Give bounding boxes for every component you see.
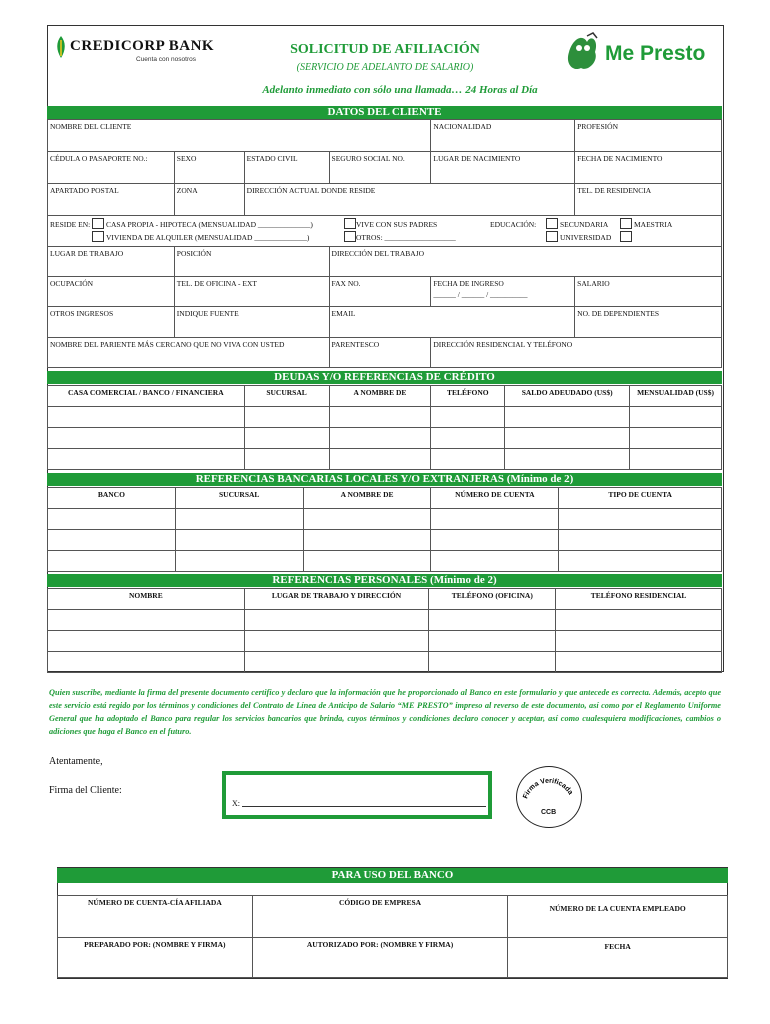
field-workplace[interactable]: LUGAR DE TRABAJO	[48, 247, 175, 277]
bank-tagline: Cuenta con nosotros	[136, 56, 196, 63]
checkbox-university[interactable]	[546, 231, 558, 242]
field-id[interactable]: CÉDULA O PASAPORTE NO.:	[48, 152, 175, 184]
field-zone[interactable]: ZONA	[174, 184, 244, 216]
stamp-text: Firma Verificada	[522, 777, 574, 800]
section-bank-refs-header: REFERENCIAS BANCARIAS LOCALES Y/O EXTRANJERAS (Mínimo de 2)	[47, 473, 722, 486]
stamp-arc-icon	[517, 767, 581, 827]
debts-col-monthly: MENSUALIDAD (US$)	[630, 386, 722, 407]
edu-opt-university: UNIVERSIDAD	[560, 233, 612, 242]
form-title: SOLICITUD DE AFILIACIÓN	[290, 42, 480, 57]
field-current-address[interactable]: DIRECCIÓN ACTUAL DONDE RESIDE	[244, 184, 575, 216]
checkbox-rental[interactable]	[92, 231, 104, 242]
signature-label: Firma del Cliente:	[49, 785, 122, 796]
me-presto-mascot-icon	[565, 32, 601, 74]
field-authorized-by[interactable]: AUTORIZADO POR: (NOMBRE Y FIRMA)	[252, 938, 508, 978]
signature-x: X:	[232, 799, 240, 808]
education-label: EDUCACIÓN:	[490, 220, 537, 229]
brand-name: Me Presto	[605, 42, 706, 65]
verification-stamp	[516, 766, 582, 828]
field-position[interactable]: POSICIÓN	[174, 247, 329, 277]
field-email[interactable]: EMAIL	[329, 307, 575, 338]
table-row[interactable]	[48, 610, 722, 631]
field-affiliate-account[interactable]: NÚMERO DE CUENTA-CÍA AFILIADA	[58, 896, 253, 938]
reside-opt-other: OTROS: ___________________	[356, 233, 456, 242]
me-presto-logo	[565, 32, 715, 76]
field-fax[interactable]: FAX NO.	[329, 277, 431, 307]
table-row[interactable]	[48, 449, 722, 470]
table-row[interactable]	[48, 428, 722, 449]
declaration-text: Quien suscribe, mediante la firma del presente documento certifico y declaro que la información que he proporcionado al Banco en este formulario y que antecede es correcta. Además, acepto que este servicio está regido por los términos y condiciones del Contrato de Línea de Anticipo de Salario “ME PRESTO” impreso al reverso de este documento, así como por el Reglamento Uniforme General que ha adoptado el Banco para regular los servicios bancarios que brinda, cuyos términos y condiciones declaro conocer y aceptar, así como cualesquiera modificaciones, cambios o adiciones que haga el Banco en el futuro.	[49, 688, 721, 736]
bank-refs-col-account: NÚMERO DE CUENTA	[431, 488, 559, 509]
debts-table	[47, 385, 722, 470]
edu-opt-secondary: SECUNDARIA	[560, 220, 609, 229]
personal-refs-table	[47, 588, 722, 673]
field-civil-status[interactable]: ESTADO CIVIL	[244, 152, 329, 184]
debts-col-balance: SALDO ADEUDADO (US$)	[505, 386, 630, 407]
field-prepared-by[interactable]: PREPARADO POR: (NOMBRE Y FIRMA)	[58, 938, 253, 978]
debts-col-phone: TELÉFONO	[431, 386, 505, 407]
closing-text: Atentamente,	[49, 756, 103, 767]
table-row[interactable]	[48, 407, 722, 428]
form-subtitle: (SERVICIO DE ADELANTO DE SALARIO)	[296, 62, 474, 73]
reside-opt-parents: VIVE CON SUS PADRES	[356, 220, 438, 229]
personal-refs-col-home-phone: TELÉFONO RESIDENCIAL	[556, 589, 722, 610]
table-row[interactable]	[48, 551, 722, 572]
checkbox-other[interactable]	[344, 231, 356, 242]
field-work-address[interactable]: DIRECCIÓN DEL TRABAJO	[329, 247, 721, 277]
field-social-security[interactable]: SEGURO SOCIAL NO.	[329, 152, 431, 184]
field-relative-name[interactable]: NOMBRE DEL PARIENTE MÁS CERCANO QUE NO VIVA CON USTED	[48, 338, 330, 368]
personal-refs-col-office-phone: TELÉFONO (OFICINA)	[429, 589, 556, 610]
field-nationality[interactable]: NACIONALIDAD	[431, 120, 575, 152]
signature-line	[242, 806, 486, 807]
field-relationship[interactable]: PARENTESCO	[329, 338, 431, 368]
bank-name: CREDICORP BANK	[70, 38, 215, 54]
checkbox-masters[interactable]	[620, 218, 632, 229]
personal-refs-col-name: NOMBRE	[48, 589, 245, 610]
svg-text:Firma Verificada	[522, 778, 574, 800]
field-income-source[interactable]: INDIQUE FUENTE	[174, 307, 329, 338]
bank-refs-col-type: TIPO DE CUENTA	[559, 488, 722, 509]
field-employee-account[interactable]: NÚMERO DE LA CUENTA EMPLEADO	[508, 896, 728, 938]
section-bank-use-header: PARA USO DEL BANCO	[57, 868, 728, 883]
table-row[interactable]	[48, 509, 722, 530]
bank-use-table	[57, 895, 728, 978]
signature-box[interactable]	[222, 771, 492, 819]
bank-refs-table	[47, 487, 722, 572]
residence-row	[48, 216, 722, 247]
section-personal-refs-header: REFERENCIAS PERSONALES (Mínimo de 2)	[47, 574, 722, 587]
field-salary[interactable]: SALARIO	[575, 277, 722, 307]
stamp-bottom-text: CCB	[541, 809, 557, 816]
section-client-header: DATOS DEL CLIENTE	[47, 106, 722, 119]
field-profession[interactable]: PROFESIÓN	[575, 120, 722, 152]
field-dependents[interactable]: NO. DE DEPENDIENTES	[575, 307, 722, 338]
table-row[interactable]	[48, 631, 722, 652]
edu-opt-masters: MAESTRIA	[634, 220, 673, 229]
bank-refs-col-name: A NOMBRE DE	[303, 488, 431, 509]
hire-date-label: FECHA DE INGRESO	[433, 279, 504, 288]
reside-opt-own: CASA PROPIA - HIPOTECA (MENSUALIDAD ______________)	[106, 220, 313, 229]
debts-col-name: A NOMBRE DE	[329, 386, 431, 407]
debts-col-company: CASA COMERCIAL / BANCO / FINANCIERA	[48, 386, 245, 407]
client-table	[47, 119, 722, 368]
field-birthplace[interactable]: LUGAR DE NACIMIENTO	[431, 152, 575, 184]
field-occupation[interactable]: OCUPACIÓN	[48, 277, 175, 307]
form-tagline: Adelanto inmediato con sólo una llamada… 24 Horas al Día	[262, 84, 538, 96]
bank-refs-col-bank: BANCO	[48, 488, 176, 509]
field-sex[interactable]: SEXO	[174, 152, 244, 184]
field-office-phone[interactable]: TEL. DE OFICINA - EXT	[174, 277, 329, 307]
field-company-code[interactable]: CÓDIGO DE EMPRESA	[252, 896, 508, 938]
field-hire-date[interactable]	[431, 277, 575, 307]
debts-col-branch: SUCURSAL	[244, 386, 329, 407]
bank-refs-col-branch: SUCURSAL	[175, 488, 303, 509]
table-row[interactable]	[48, 530, 722, 551]
reside-opt-rental: VIVIENDA DE ALQUILER (MENSUALIDAD ______________)	[106, 233, 310, 242]
field-birthdate[interactable]: FECHA DE NACIMIENTO	[575, 152, 722, 184]
checkbox-other-edu[interactable]	[620, 231, 632, 242]
field-home-phone[interactable]: TEL. DE RESIDENCIA	[575, 184, 722, 216]
hire-date-blank: ______ / ______ / __________	[433, 290, 528, 299]
personal-refs-col-work: LUGAR DE TRABAJO Y DIRECCIÓN	[244, 589, 429, 610]
field-po-box[interactable]: APARTADO POSTAL	[48, 184, 175, 216]
checkbox-own-home[interactable]	[92, 218, 104, 229]
table-row[interactable]	[48, 652, 722, 673]
reside-label: RESIDE EN:	[50, 220, 91, 229]
checkbox-parents[interactable]	[344, 218, 356, 229]
checkbox-secondary[interactable]	[546, 218, 558, 229]
field-date[interactable]: FECHA	[508, 938, 728, 978]
field-other-income[interactable]: OTROS INGRESOS	[48, 307, 175, 338]
section-debts-header: DEUDAS Y/O REFERENCIAS DE CRÉDITO	[47, 371, 722, 384]
field-relative-address[interactable]: DIRECCIÓN RESIDENCIAL Y TELÉFONO	[431, 338, 722, 368]
field-client-name[interactable]: NOMBRE DEL CLIENTE	[48, 120, 431, 152]
